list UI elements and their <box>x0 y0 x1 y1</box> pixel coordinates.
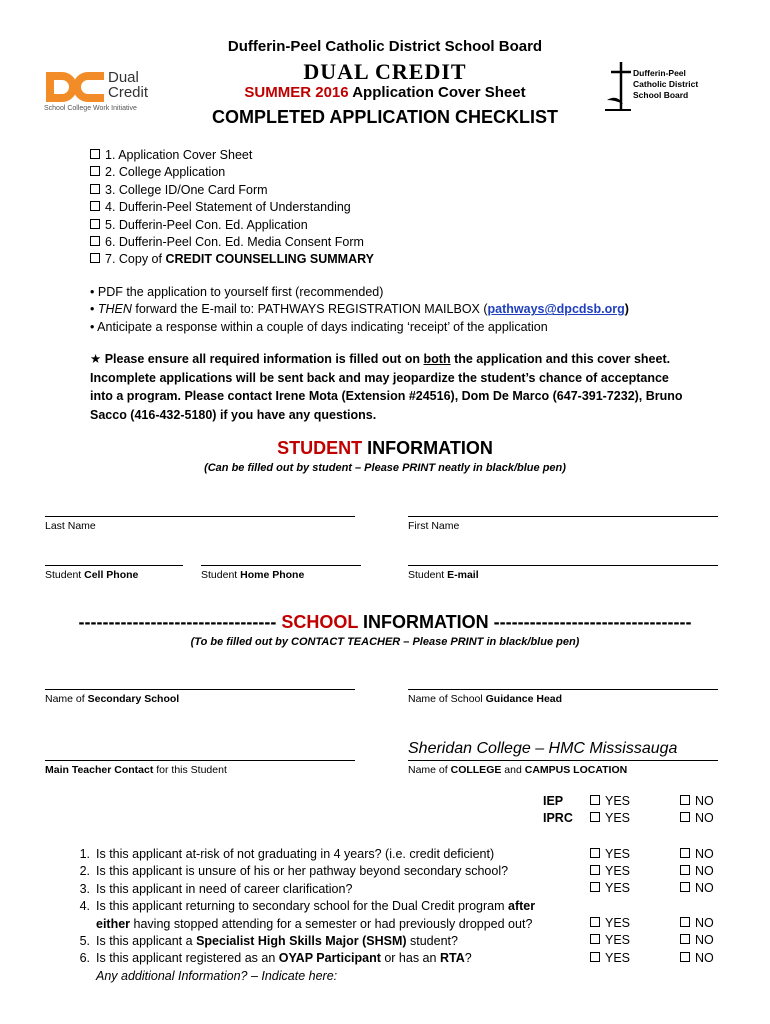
yes-option-2[interactable] <box>590 811 630 825</box>
iprc-label: IPRC <box>543 811 573 825</box>
checkbox[interactable] <box>590 934 600 944</box>
checkbox[interactable] <box>90 166 100 176</box>
checkbox[interactable] <box>90 149 100 159</box>
yes-option-4[interactable] <box>590 864 630 878</box>
home-phone-label: Student Home Phone <box>201 569 305 581</box>
checkbox[interactable] <box>590 795 600 805</box>
checklist-item <box>90 217 374 234</box>
college-field[interactable] <box>408 760 718 761</box>
cross-icon <box>603 60 633 114</box>
yes-label: YES <box>605 794 631 808</box>
checkbox[interactable] <box>680 917 690 927</box>
checklist-label-bold: CREDIT COUNSELLING SUMMARY <box>165 252 375 267</box>
no-option-2[interactable] <box>680 811 714 825</box>
logo-tagline: School College Work Initiative <box>44 105 137 112</box>
no-label: NO <box>695 951 714 965</box>
yes-label: YES <box>605 811 631 825</box>
important-notice <box>90 350 690 424</box>
checklist-label: 7. Copy of <box>105 252 166 267</box>
yes-option-5[interactable] <box>590 881 630 895</box>
email-label: Student E-mail <box>408 569 479 581</box>
main-teacher-label: Main Teacher Contact for this Student <box>45 764 227 776</box>
yes-label: YES <box>605 933 631 947</box>
school-section-subtitle: (To be filled out by CONTACT TEACHER – Please PRINT in black/blue pen) <box>190 636 580 648</box>
checkbox[interactable] <box>680 795 690 805</box>
dc-logo-icon <box>44 70 106 104</box>
program-title: DUAL CREDIT <box>303 59 467 84</box>
college-label: Name of COLLEGE and CAMPUS LOCATION <box>408 764 628 776</box>
checklist-item <box>90 234 374 251</box>
student-title-red: STUDENT <box>277 438 363 458</box>
yes-label: YES <box>605 864 631 878</box>
yes-label: YES <box>605 881 631 895</box>
student-section-title <box>0 438 770 459</box>
instruction-text: Anticipate a response within a couple of days indicating ‘receipt’ of the application <box>97 319 548 334</box>
no-label: NO <box>695 847 714 861</box>
yes-label: YES <box>605 951 631 965</box>
school-title-red: SCHOOL <box>281 612 359 632</box>
checkbox[interactable] <box>680 882 690 892</box>
no-label: NO <box>695 933 714 947</box>
question-1: 1. Is this applicant at-risk of not graduating in 4 years? (i.e. credit deficient) <box>79 847 495 861</box>
checklist-label: 6. Dufferin-Peel Con. Ed. Media Consent Form <box>105 235 364 250</box>
yes-option-7[interactable] <box>590 933 630 947</box>
checklist-label: 2. College Application <box>105 165 226 180</box>
guidance-head-label: Name of School Guidance Head <box>408 693 563 705</box>
no-option-6[interactable] <box>680 916 714 930</box>
no-option-4[interactable] <box>680 864 714 878</box>
checkbox[interactable] <box>590 812 600 822</box>
checkbox[interactable] <box>90 236 100 246</box>
first-name-field[interactable] <box>408 516 718 517</box>
checkbox[interactable] <box>590 865 600 875</box>
notice-text: Please ensure all required information is filled out on <box>101 352 424 366</box>
checklist-item <box>90 182 374 199</box>
no-option-7[interactable] <box>680 933 714 947</box>
additional-info: Any additional Information? – Indicate here: <box>96 968 338 983</box>
iep-label: IEP <box>543 794 564 808</box>
instruction-text: forward the E-mail to: PATHWAYS REGISTRATION MAILBOX ( <box>131 302 488 317</box>
instructions-list <box>90 284 629 336</box>
checklist-item <box>90 147 374 164</box>
board-logo <box>603 60 743 116</box>
checklist-label: 1. Application Cover Sheet <box>105 148 253 162</box>
no-label: NO <box>695 916 714 930</box>
board-logo-line2: Catholic District <box>633 79 699 89</box>
yes-option-1[interactable] <box>590 794 630 808</box>
home-phone-field[interactable] <box>201 565 361 566</box>
star-icon: ★ <box>90 352 102 366</box>
checkbox[interactable] <box>680 952 690 962</box>
checkbox[interactable] <box>680 848 690 858</box>
last-name-label: Last Name <box>45 520 96 532</box>
application-checklist <box>90 147 374 269</box>
last-name-field[interactable] <box>45 516 355 517</box>
no-label: NO <box>695 794 714 808</box>
checkbox[interactable] <box>590 917 600 927</box>
guidance-head-field[interactable] <box>408 689 718 690</box>
cell-phone-field[interactable] <box>45 565 183 566</box>
checkbox[interactable] <box>90 219 100 229</box>
cell-phone-label: Student Cell Phone <box>45 569 139 581</box>
instruction-then: THEN <box>97 302 132 317</box>
checkbox[interactable] <box>680 934 690 944</box>
email-field[interactable] <box>408 565 718 566</box>
college-value[interactable]: Sheridan College – HMC Mississauga <box>408 740 678 757</box>
no-label: NO <box>695 811 714 825</box>
yes-option-8[interactable] <box>590 951 630 965</box>
logo-credit: Credit <box>108 84 149 101</box>
checklist-title: COMPLETED APPLICATION CHECKLIST <box>212 107 558 127</box>
logo-dual: Dual <box>108 69 139 86</box>
no-option-5[interactable] <box>680 881 714 895</box>
board-logo-text <box>633 68 698 101</box>
question-6: 6. Is this applicant registered as an OYAP Participant or has an RTA? <box>79 951 472 966</box>
checklist-label: 4. Dufferin-Peel Statement of Understanding <box>105 200 351 215</box>
checkbox[interactable] <box>680 865 690 875</box>
checklist-item <box>90 251 374 268</box>
checkbox[interactable] <box>590 882 600 892</box>
checkbox[interactable] <box>90 184 100 194</box>
checkbox[interactable] <box>90 253 100 263</box>
checklist-label: 3. College ID/One Card Form <box>105 182 268 197</box>
main-teacher-field[interactable] <box>45 760 355 761</box>
student-section-subtitle: (Can be filled out by student – Please PRINT neatly in black/blue pen) <box>204 462 566 474</box>
yes-option-6[interactable] <box>590 916 630 930</box>
yes-label: YES <box>605 916 631 930</box>
no-label: NO <box>695 881 714 895</box>
instruction-item: • Anticipate a response within a couple of days indicating ‘receipt’ of the application <box>90 319 548 334</box>
instruction-item: • PDF the application to yourself first (recommended) <box>90 285 384 299</box>
instruction-paren: ) <box>624 302 629 317</box>
notice-emphasis: both <box>423 352 451 366</box>
secondary-school-label: Name of Secondary School <box>45 693 180 705</box>
no-option-1[interactable] <box>680 794 714 808</box>
yes-label: YES <box>605 847 631 861</box>
checkbox[interactable] <box>90 201 100 211</box>
question-5: 5. Is this applicant a Specialist High Skills Major (SHSM) student? <box>79 934 458 949</box>
board-logo-line3: School Board <box>633 90 689 100</box>
notice-text: the application and this cover sheet. Incomplete applications will be sent back and may jeopardize the student’s chance of acceptance into a program. Please contact Irene Mota (Extension #24516), Dom De Marco (647-391-7232), Bruno Sacco (416-432-5180) if you have any questions. <box>90 352 683 422</box>
student-title-rest: INFORMATION <box>362 438 493 458</box>
cover-season: SUMMER 2016 <box>244 84 349 101</box>
instruction-text: PDF the application to yourself first (recommended) <box>97 285 384 299</box>
yes-option-3[interactable] <box>590 847 630 861</box>
school-section-title: --------------------------------- SCHOOL INFORMATION --------------------------------- <box>78 612 692 632</box>
checklist-label: 5. Dufferin-Peel Con. Ed. Application <box>105 217 308 232</box>
school-title-rest: INFORMATION <box>358 612 489 632</box>
question-3: 3. Is this applicant in need of career clarification? <box>79 881 353 896</box>
applicant-questions <box>45 846 565 985</box>
no-option-3[interactable] <box>680 847 714 861</box>
board-name: Dufferin-Peel Catholic District School Board <box>227 38 543 55</box>
secondary-school-field[interactable] <box>45 689 355 690</box>
no-option-8[interactable] <box>680 951 714 965</box>
checklist-item <box>90 164 374 181</box>
instruction-item: • THEN forward the E-mail to: PATHWAYS REGISTRATION MAILBOX (pathways@dpcdsb.org) <box>90 302 629 317</box>
checkbox[interactable] <box>680 812 690 822</box>
board-logo-line1: Dufferin-Peel <box>633 68 686 78</box>
question-4: 4. Is this applicant returning to secondary school for the Dual Credit program after either having stopped attending for a semester or had previously dropped out? <box>79 899 536 931</box>
cover-title-rest: Application Cover Sheet <box>348 84 526 101</box>
pathways-email-link[interactable]: pathways@dpcdsb.org <box>487 302 625 317</box>
question-2: 2. Is this applicant is unsure of his or her pathway beyond secondary school? <box>79 864 509 879</box>
first-name-label: First Name <box>408 520 460 532</box>
checklist-item <box>90 199 374 216</box>
dual-credit-logo <box>44 70 164 116</box>
checkbox[interactable] <box>590 952 600 962</box>
checkbox[interactable] <box>590 848 600 858</box>
no-label: NO <box>695 864 714 878</box>
